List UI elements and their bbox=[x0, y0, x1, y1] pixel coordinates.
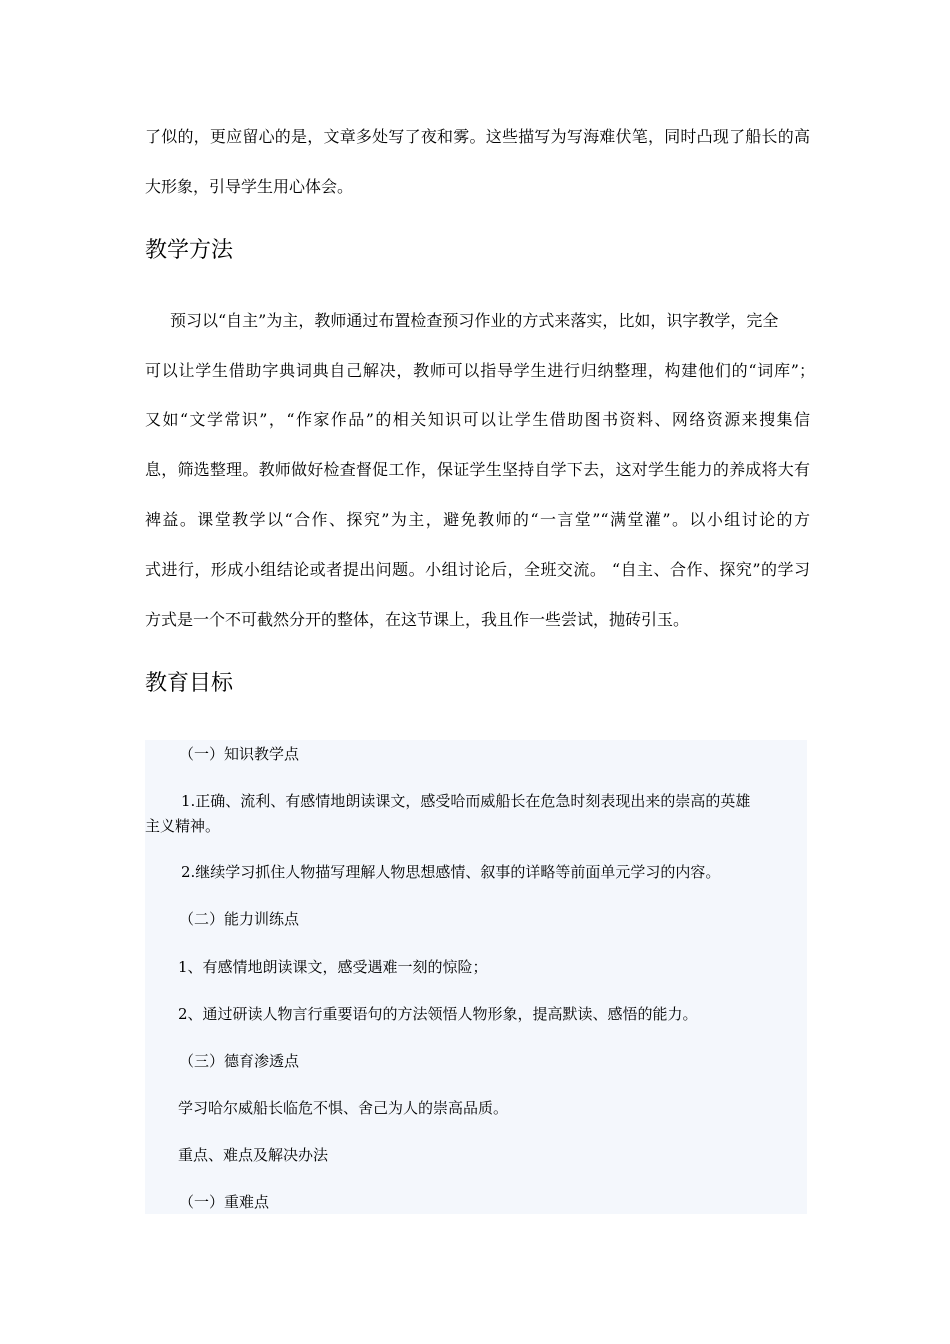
education-goals-heading: 教育目标 bbox=[145, 671, 234, 696]
knowledge-points-label: （一）知识教学点 bbox=[179, 745, 300, 763]
teaching-method-line-4: 息，筛选整理。教师做好检查督促工作，保证学生坚持自学下去，这对学生能力的养成将大有 bbox=[145, 460, 810, 479]
knowledge-item-2: 2.继续学习抓住人物描写理解人物思想感情、叙事的详略等前面单元学习的内容。 bbox=[181, 863, 721, 881]
ability-points-label: （二）能力训练点 bbox=[179, 910, 300, 928]
teaching-method-line-1: 预习以“自主”为主，教师通过布置检查预习作业的方式来落实，比如，识字教学，完全 bbox=[170, 311, 779, 330]
ability-item-2: 2、通过研读人物言行重要语句的方法领悟人物形象，提高默读、感悟的能力。 bbox=[178, 1005, 698, 1023]
moral-item: 学习哈尔威船长临危不惧、舍己为人的崇高品质。 bbox=[178, 1099, 509, 1117]
intro-line-2: 大形象，引导学生用心体会。 bbox=[145, 177, 354, 196]
teaching-method-line-6: 式进行，形成小组结论或者提出问题。小组讨论后，全班交流。 “自主、合作、探究”的学习 bbox=[145, 560, 810, 579]
ability-item-1: 1、有感情地朗读课文，感受遇难一刻的惊险； bbox=[178, 958, 488, 976]
key-difficulties-heading: 重点、难点及解决办法 bbox=[178, 1146, 329, 1164]
intro-line-1: 了似的，更应留心的是，文章多处写了夜和雾。这些描写为写海难伏笔，同时凸现了船长的高 bbox=[145, 127, 810, 146]
knowledge-item-1-line-2: 主义精神。 bbox=[145, 817, 221, 835]
teaching-method-line-3: 又如“文学常识”，“作家作品”的相关知识可以让学生借助图书资料、网络资源来搜集信 bbox=[145, 410, 810, 429]
education-goals-box bbox=[145, 740, 807, 1214]
key-difficulties-label: （一）重难点 bbox=[179, 1193, 270, 1211]
teaching-method-heading: 教学方法 bbox=[145, 238, 234, 263]
moral-points-label: （三）德育渗透点 bbox=[179, 1052, 300, 1070]
knowledge-item-1-line-1: 1.正确、流利、有感情地朗读课文，感受哈而威船长在危急时刻表现出来的崇高的英雄 bbox=[181, 792, 751, 810]
teaching-method-line-7: 方式是一个不可截然分开的整体，在这节课上，我且作一些尝试，抛砖引玉。 bbox=[145, 610, 690, 629]
teaching-method-line-5: 裨益。课堂教学以“合作、探究”为主，避免教师的“一言堂”“满堂灌”。以小组讨论的方 bbox=[145, 510, 810, 529]
teaching-method-line-2: 可以让学生借助字典词典自己解决，教师可以指导学生进行归纳整理，构建他们的“词库”； bbox=[145, 361, 815, 380]
